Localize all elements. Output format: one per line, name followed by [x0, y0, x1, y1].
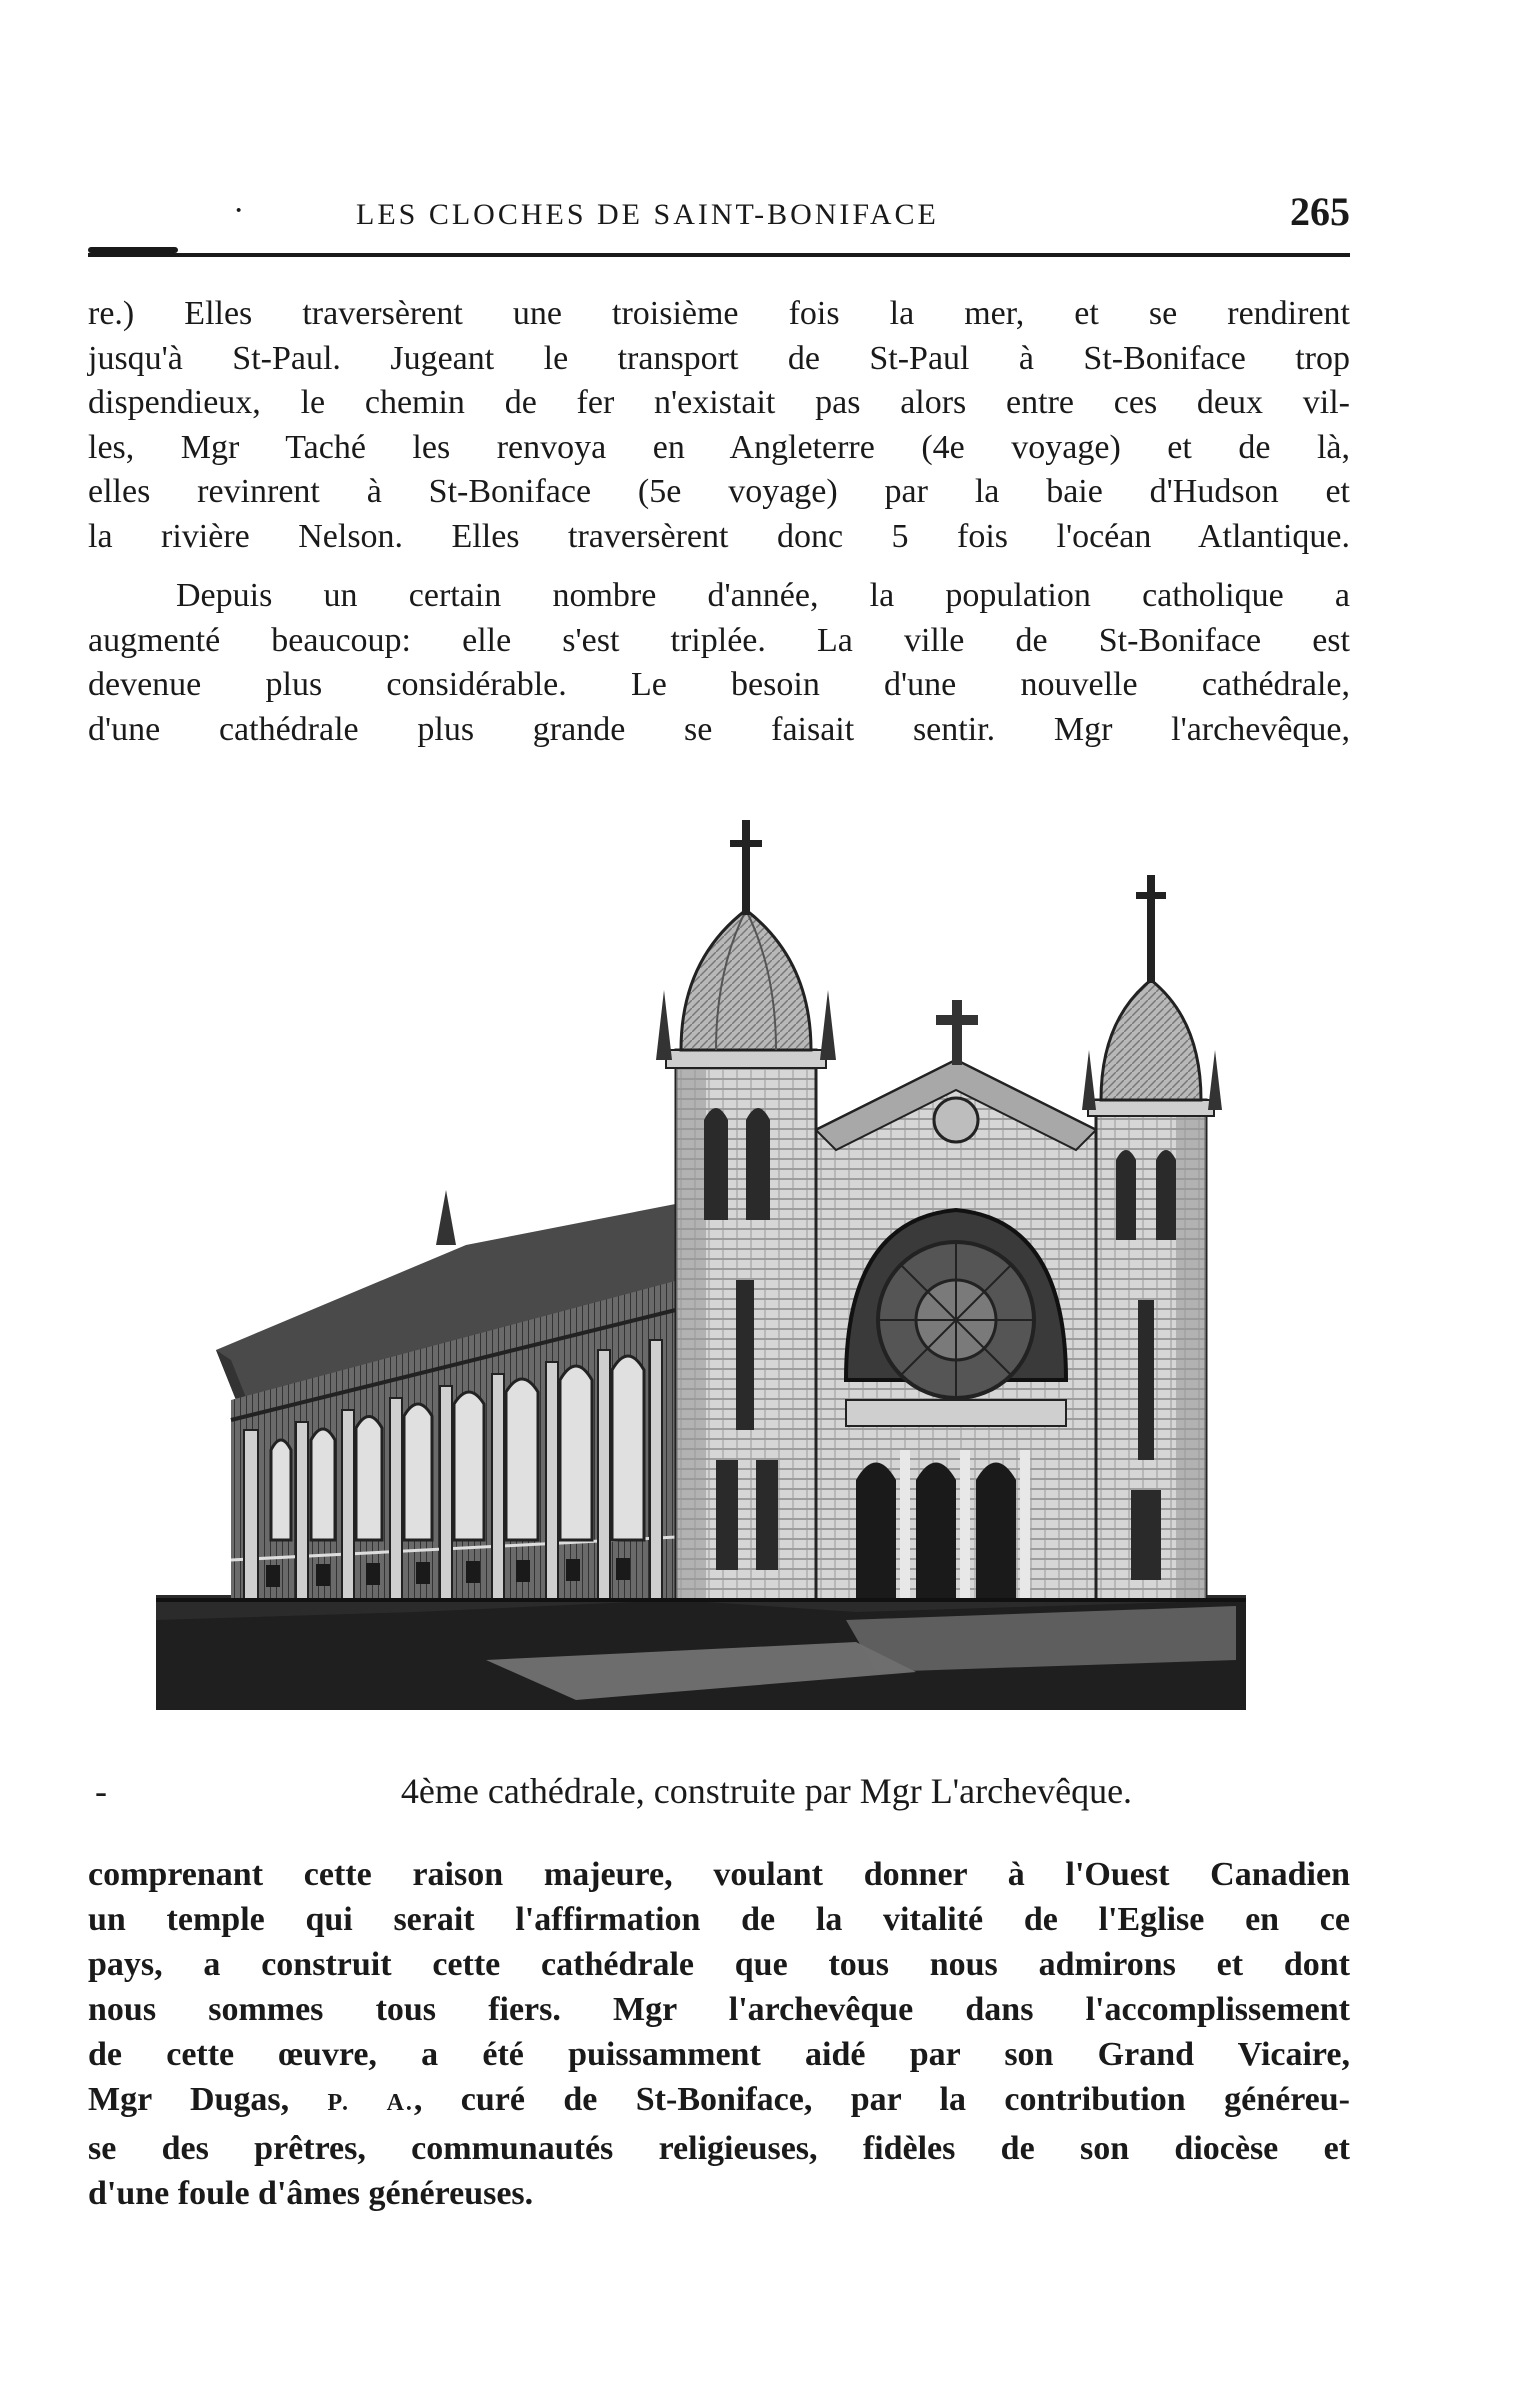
running-title: LES CLOCHES DE SAINT-BONIFACE: [356, 198, 939, 231]
text-line: [88, 2077, 1350, 2126]
text-line: de cette œuvre, a été puissamment aidé par son Grand Vicaire,: [88, 2036, 1350, 2073]
paragraph-1: [88, 292, 1350, 560]
text-line: Depuis un certain nombre d'année, la population catholique a: [176, 577, 1350, 614]
abbreviation: P. A.: [327, 2090, 414, 2116]
paragraph-2: [88, 574, 1350, 752]
text-line: les, Mgr Taché les renvoya en Angleterre (4e voyage) et de là,: [88, 428, 1350, 466]
text-fragment: Mgr Dugas,: [88, 2081, 328, 2118]
figure-caption: 4ème cathédrale, construite par Mgr L'archevêque.: [400, 1771, 1133, 1811]
text-line: nous sommes tous fiers. Mgr l'archevêque dans l'accomplissement: [88, 1991, 1350, 2028]
text-line: comprenant cette raison majeure, voulant donner à l'Ouest Canadien: [88, 1856, 1350, 1893]
text-line: se des prêtres, communautés religieuses, fidèles de son diocèse et: [88, 2130, 1350, 2167]
text-line: d'une cathédrale plus grande se faisait sentir. Mgr l'archevêque,: [88, 710, 1350, 748]
cathedral-engraving: [156, 800, 1246, 1710]
text-line: d'une foule d'âmes généreuses.: [88, 2175, 534, 2212]
figure-caption-row: [0, 1770, 1533, 1812]
text-line: devenue plus considérable. Le besoin d'une nouvelle cathédrale,: [88, 666, 1350, 704]
header-rule: [88, 253, 1350, 257]
text-line: jusqu'à St-Paul. Jugeant le transport de St-Paul à St-Boniface trop: [88, 339, 1350, 377]
running-header: [88, 188, 1350, 238]
header-dot: ·: [233, 192, 245, 229]
page-number: 265: [1290, 189, 1350, 234]
cathedral-illustration: [156, 800, 1246, 1710]
text-line: un temple qui serait l'affirmation de la vitalité de l'Eglise en ce: [88, 1901, 1350, 1938]
text-line: la rivière Nelson. Elles traversèrent donc 5 fois l'océan Atlantique.: [88, 517, 1350, 555]
text-line: re.) Elles traversèrent une troisième fois la mer, et se rendirent: [88, 295, 1350, 332]
text-fragment: , curé de St-Boniface, par la contribution généreu-: [413, 2081, 1350, 2118]
paragraph-3: [88, 1852, 1350, 2216]
text-line: augmenté beaucoup: elle s'est triplée. La ville de St-Boniface est: [88, 621, 1350, 659]
text-line: pays, a construit cette cathédrale que tous nous admirons et dont: [88, 1946, 1350, 1983]
caption-dash: -: [95, 1771, 107, 1811]
text-line: elles revinrent à St-Boniface (5e voyage) par la baie d'Hudson et: [88, 473, 1350, 511]
text-line: dispendieux, le chemin de fer n'existait pas alors entre ces deux vil-: [88, 384, 1350, 422]
